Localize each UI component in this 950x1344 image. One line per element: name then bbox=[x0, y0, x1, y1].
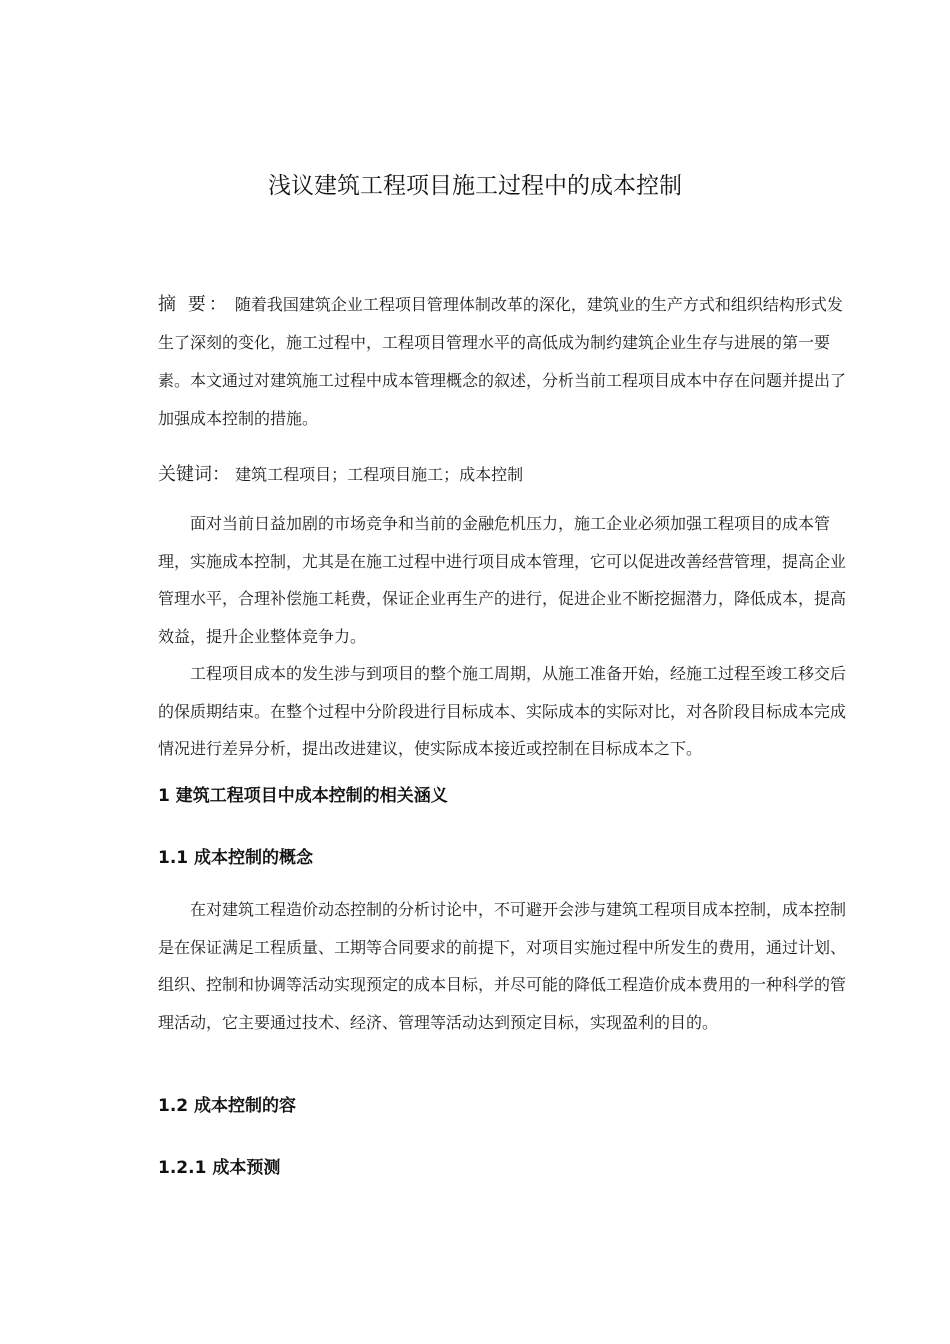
abstract bbox=[158, 286, 852, 438]
body-paragraph: 工程项目成本的发生涉与到项目的整个施工周期，从施工准备开始，经施工过程至竣工移交后的保质期结束。在整个过程中分阶段进行目标成本、实际成本的实际对比，对各阶段目标成本完成情况进行差异分析，提出改进建议，使实际成本接近或控制在目标成本之下。 bbox=[158, 664, 847, 758]
abstract-text: 随着我国建筑企业工程项目管理体制改革的深化，建筑业的生产方式和组织结构形式发生了深刻的变化，施工过程中，工程项目管理水平的高低成为制约建筑企业生存与进展的第一要素。本文通过对建筑施工过程中成本管理概念的叙述，分析当前工程项目成本中存在问题并提出了加强成本控制的措施。 bbox=[158, 295, 847, 428]
section-heading-1-2: 1.2 成本控制的容 bbox=[158, 1096, 297, 1116]
keywords bbox=[158, 458, 852, 492]
keywords-text: 建筑工程项目；工程项目施工；成本控制 bbox=[235, 465, 524, 484]
document-title: 浅议建筑工程项目施工过程中的成本控制 bbox=[268, 173, 682, 199]
section-heading-1-2-1: 1.2.1 成本预测 bbox=[158, 1158, 281, 1178]
section-heading-1: 1 建筑工程项目中成本控制的相关涵义 bbox=[158, 786, 448, 806]
body-paragraph: 在对建筑工程造价动态控制的分析讨论中，不可避开会涉与建筑工程项目成本控制，成本控制是在保证满足工程质量、工期等合同要求的前提下，对项目实施过程中所发生的费用，通过计划、组织、控制和协调等活动实现预定的成本目标，并尽可能的降低工程造价成本费用的一种科学的管理活动，它主要通过技术、经济、管理等活动达到预定目标，实现盈利的目的。 bbox=[158, 900, 847, 1032]
keywords-label: 关键词： bbox=[158, 464, 230, 485]
body-paragraph: 面对当前日益加剧的市场竞争和当前的金融危机压力，施工企业必须加强工程项目的成本管理，实施成本控制，尤其是在施工过程中进行项目成本管理，它可以促进改善经营管理，提高企业管理水平，合理补偿施工耗费，保证企业再生产的进行，促进企业不断挖掘潜力，降低成本，提高效益，提升企业整体竞争力。 bbox=[158, 514, 847, 646]
abstract-label: 摘 要： bbox=[158, 294, 230, 315]
section-heading-1-1: 1.1 成本控制的概念 bbox=[158, 848, 314, 868]
